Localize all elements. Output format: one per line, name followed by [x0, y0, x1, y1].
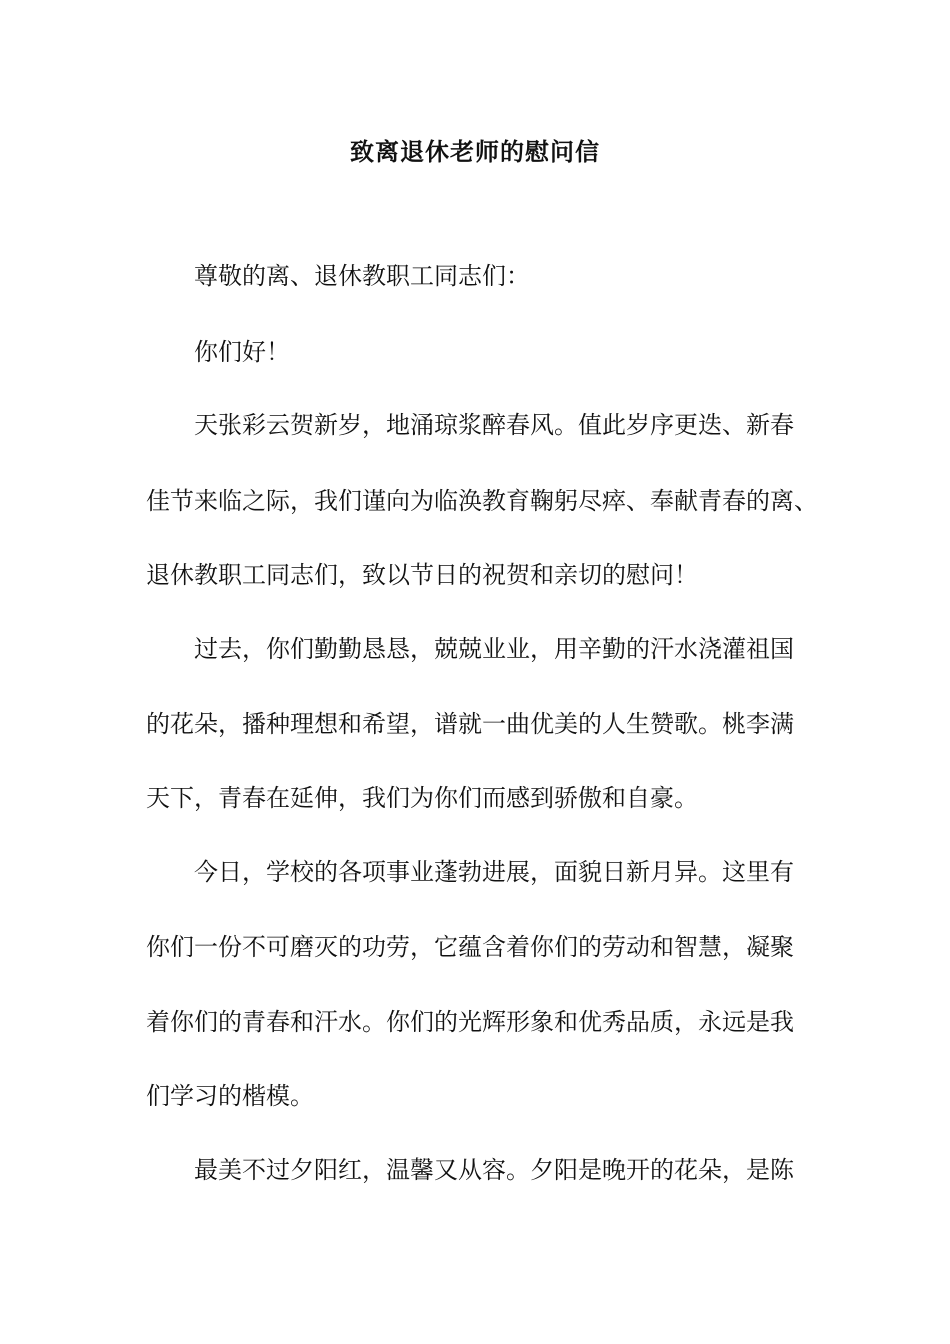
- paragraph-1-line-1: 天张彩云贺新岁，地涌琼浆醉春风。值此岁序更迭、新春: [194, 411, 794, 439]
- paragraph-2-line-2: 的花朵，播种理想和希望，谱就一曲优美的人生赞歌。桃李满: [146, 710, 794, 738]
- paragraph-1-line-2: 佳节来临之际，我们谨向为临涣教育鞠躬尽瘁、奉献青春的离、: [146, 487, 818, 515]
- paragraph-3-line-4: 们学习的楷模。: [146, 1082, 314, 1110]
- salutation-line: 尊敬的离、退休教职工同志们：: [194, 262, 530, 290]
- paragraph-2-line-1: 过去，你们勤勤恳恳，兢兢业业，用辛勤的汗水浇灌祖国: [194, 635, 794, 663]
- paragraph-3-line-2: 你们一份不可磨灭的功劳，它蕴含着你们的劳动和智慧，凝聚: [146, 933, 794, 961]
- greeting-line: 你们好！: [194, 338, 290, 366]
- paragraph-1-line-3: 退休教职工同志们，致以节日的祝贺和亲切的慰问！: [146, 561, 698, 589]
- paragraph-2-line-3: 天下，青春在延伸，我们为你们而感到骄傲和自豪。: [146, 784, 698, 812]
- paragraph-3-line-1: 今日，学校的各项事业蓬勃进展，面貌日新月异。这里有: [194, 858, 794, 886]
- paragraph-3-line-3: 着你们的青春和汗水。你们的光辉形象和优秀品质，永远是我: [146, 1008, 794, 1036]
- paragraph-4-line-1: 最美不过夕阳红，温馨又从容。夕阳是晚开的花朵，是陈: [194, 1156, 794, 1184]
- document-title: 致离退休老师的慰问信: [350, 137, 600, 166]
